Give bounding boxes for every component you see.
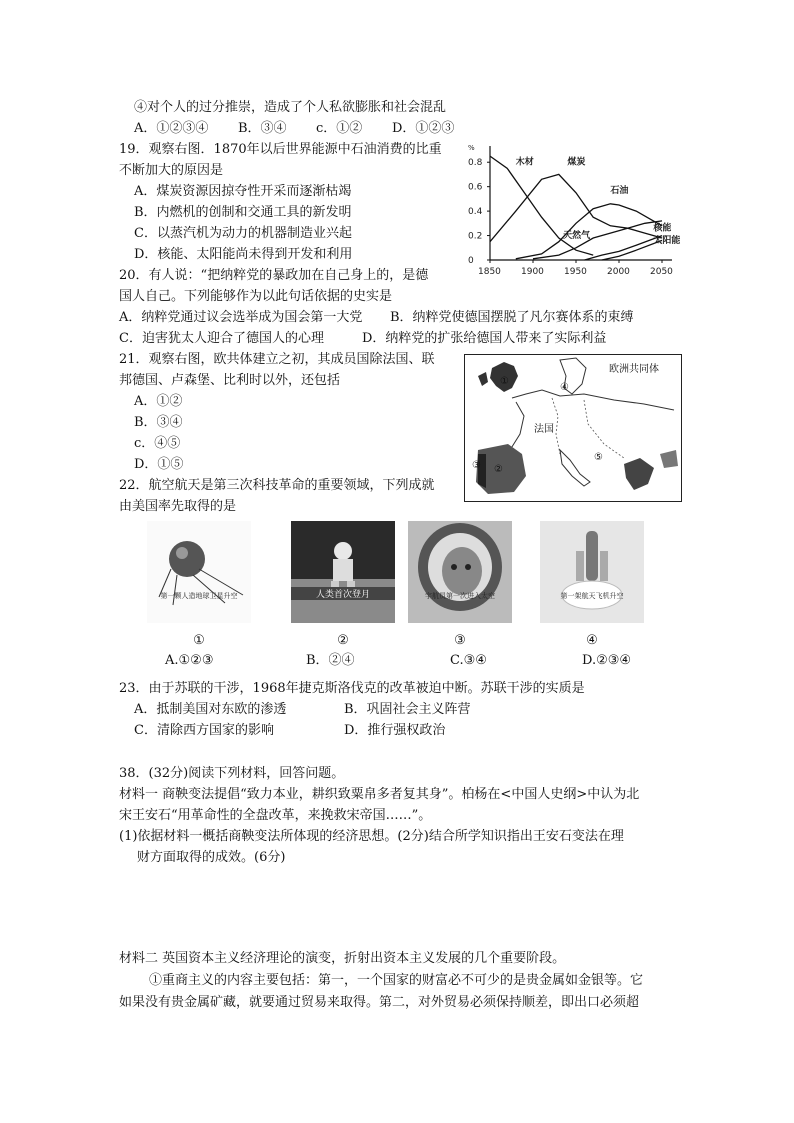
chart-series-label: 煤炭 [567, 157, 586, 168]
chart-series-label: 太阳能 [653, 235, 681, 246]
q20-option-d: D．纳粹党的扩张给德国人带来了实际利益 [362, 331, 607, 346]
q38-stem: 38．(32分)阅读下列材料，回答问题。 [119, 766, 345, 781]
chart-x-tick: 1950 [564, 267, 587, 277]
q21-option-d: D．①⑤ [134, 457, 184, 472]
q38-sub1-line1: (1)依据材料一概括商鞅变法所体现的经济思想。(2分)结合所学知识指出王安石变法在理 [119, 829, 624, 844]
photo-space-shuttle [540, 521, 644, 623]
q20-option-a: A．纳粹党通过议会选举成为国会第一大党 [119, 310, 363, 325]
chart-y-unit: % [468, 144, 475, 152]
map-label-france: 法国 [534, 424, 554, 435]
q19-option-c: C．以蒸汽机为动力的机器制造业兴起 [134, 226, 352, 241]
q19-stem-line2: 不断加大的原因是 [119, 163, 224, 178]
q19-option-a: A．煤炭资源因掠夺性开采而逐渐枯竭 [134, 184, 352, 199]
map-marker-1: ① [500, 376, 509, 387]
chart-x-tick: 1850 [478, 267, 501, 277]
q22-option-b: B．②④ [306, 653, 355, 668]
q20-stem-line1: 20．有人说：“把纳粹党的暴政加在自己身上的，是德 [119, 268, 429, 283]
map-marker-2: ② [494, 464, 503, 475]
q20-option-b: B．纳粹党使德国摆脱了凡尔赛体系的束缚 [390, 310, 634, 325]
q21-stem-line2: 邦德国、卢森堡、比利时以外，还包括 [119, 373, 341, 388]
q18-option-a: A．①②③④ [134, 121, 209, 136]
q21-option-c: c．④⑤ [134, 436, 181, 451]
chart-y-tick: 0.6 [468, 182, 483, 193]
q38-material2-line3: 如果没有贵金属矿藏，就要通过贸易来取得。第二，对外贸易必须保持顺差，即出口必须超 [119, 995, 640, 1010]
q21-option-b: B．③④ [134, 415, 183, 430]
q23-option-b: B．巩固社会主义阵营 [344, 702, 471, 717]
chart-x-tick: 2050 [650, 267, 673, 277]
q22-option-c: C.③④ [450, 653, 487, 668]
map-marker-3: ③ [472, 460, 481, 471]
q38-material2-line1: 材料二 英国资本主义经济理论的演变，折射出资本主义发展的几个重要阶段。 [119, 951, 566, 966]
chart-series-label: 核能 [653, 223, 672, 234]
q18-option-d: D．①②③ [392, 121, 455, 136]
chart-x-tick: 1900 [521, 267, 544, 277]
q21-option-a: A．①② [134, 394, 183, 409]
q23-option-c: C．清除西方国家的影响 [134, 723, 274, 738]
map-title: 欧洲共同体 [609, 364, 659, 375]
photo-caption-3: 宇航员第一次进入太空 [425, 592, 495, 600]
photo-astronaut [408, 521, 512, 623]
chart-series-label: 木材 [515, 157, 534, 168]
chart-series-line [533, 221, 662, 259]
q18-option-b: B．③④ [238, 121, 287, 136]
chart-y-tick: 0.2 [468, 231, 483, 242]
chart-y-tick: 0.8 [468, 158, 483, 169]
q22-stem-line1: 22．航空航天是第三次科技革命的重要领域，下列成就 [119, 478, 435, 493]
q38-material1-line1: 材料一 商鞅变法提倡“致力本业，耕织致粟帛多者复其身”。柏杨在<中国人史纲>中认为北 [119, 787, 640, 802]
q22-option-a: A.①②③ [165, 653, 214, 668]
chart-x-tick: 2000 [607, 267, 630, 277]
q19-option-d: D．核能、太阳能尚未得到开发和利用 [134, 247, 353, 262]
q19-option-b: B．内燃机的创制和交通工具的新发明 [134, 205, 352, 220]
photo-caption-1: 第一颗人造地球卫星升空 [160, 592, 238, 600]
q20-option-c: C．迫害犹太人迎合了德国人的心理 [119, 331, 324, 346]
photo-number-3: ③ [454, 633, 466, 648]
q22-stem-line2: 由美国率先取得的是 [119, 499, 237, 514]
photo-caption-4: 第一架航天飞机升空 [560, 592, 624, 600]
q38-material2-line2: ①重商主义的内容主要包括：第一，一个国家的财富必不可少的是贵金属如金银等。它 [149, 973, 644, 988]
photo-caption-2: 人类首次登月 [291, 587, 395, 600]
photo-number-1: ① [193, 633, 205, 648]
q38-sub1-line2: 财方面取得的成效。(6分) [137, 850, 286, 865]
chart-series-label: 天然气 [563, 231, 591, 241]
european-community-map [464, 354, 682, 502]
map-marker-5: ⑤ [594, 452, 603, 463]
q23-stem: 23．由于苏联的干涉，1968年捷克斯洛伐克的改革被迫中断。苏联干涉的实质是 [119, 681, 585, 696]
chart-y-tick: 0.4 [468, 207, 483, 218]
q38-material1-line2: 宋王安石“用革命性的全盘改革，来挽救宋帝国……”。 [119, 808, 432, 823]
photo-satellite [147, 521, 251, 623]
q18-item-4: ④对个人的过分推崇，造成了个人私欲膨胀和社会混乱 [134, 100, 447, 115]
map-marker-4: ④ [560, 382, 569, 393]
photo-number-2: ② [337, 633, 349, 648]
energy-consumption-chart [462, 140, 682, 280]
chart-series-label: 石油 [610, 185, 629, 196]
q22-option-d: D.②③④ [582, 653, 632, 668]
chart-y-tick: 0 [468, 256, 474, 266]
q23-option-a: A．抵制美国对东欧的渗透 [134, 702, 287, 717]
q18-option-c: c．①② [316, 121, 363, 136]
q21-stem-line1: 21．观察右图，欧共体建立之初，其成员国除法国、联 [119, 352, 435, 367]
photo-number-4: ④ [586, 633, 598, 648]
chart-series-line [585, 236, 662, 260]
q23-option-d: D．推行强权政治 [344, 723, 446, 738]
q19-stem-line1: 19．观察右图．1870年以后世界能源中石油消费的比重 [119, 142, 442, 157]
q20-stem-line2: 国人自己。下列能够作为以此句话依据的史实是 [119, 289, 393, 304]
photo-moon-landing [291, 521, 395, 623]
